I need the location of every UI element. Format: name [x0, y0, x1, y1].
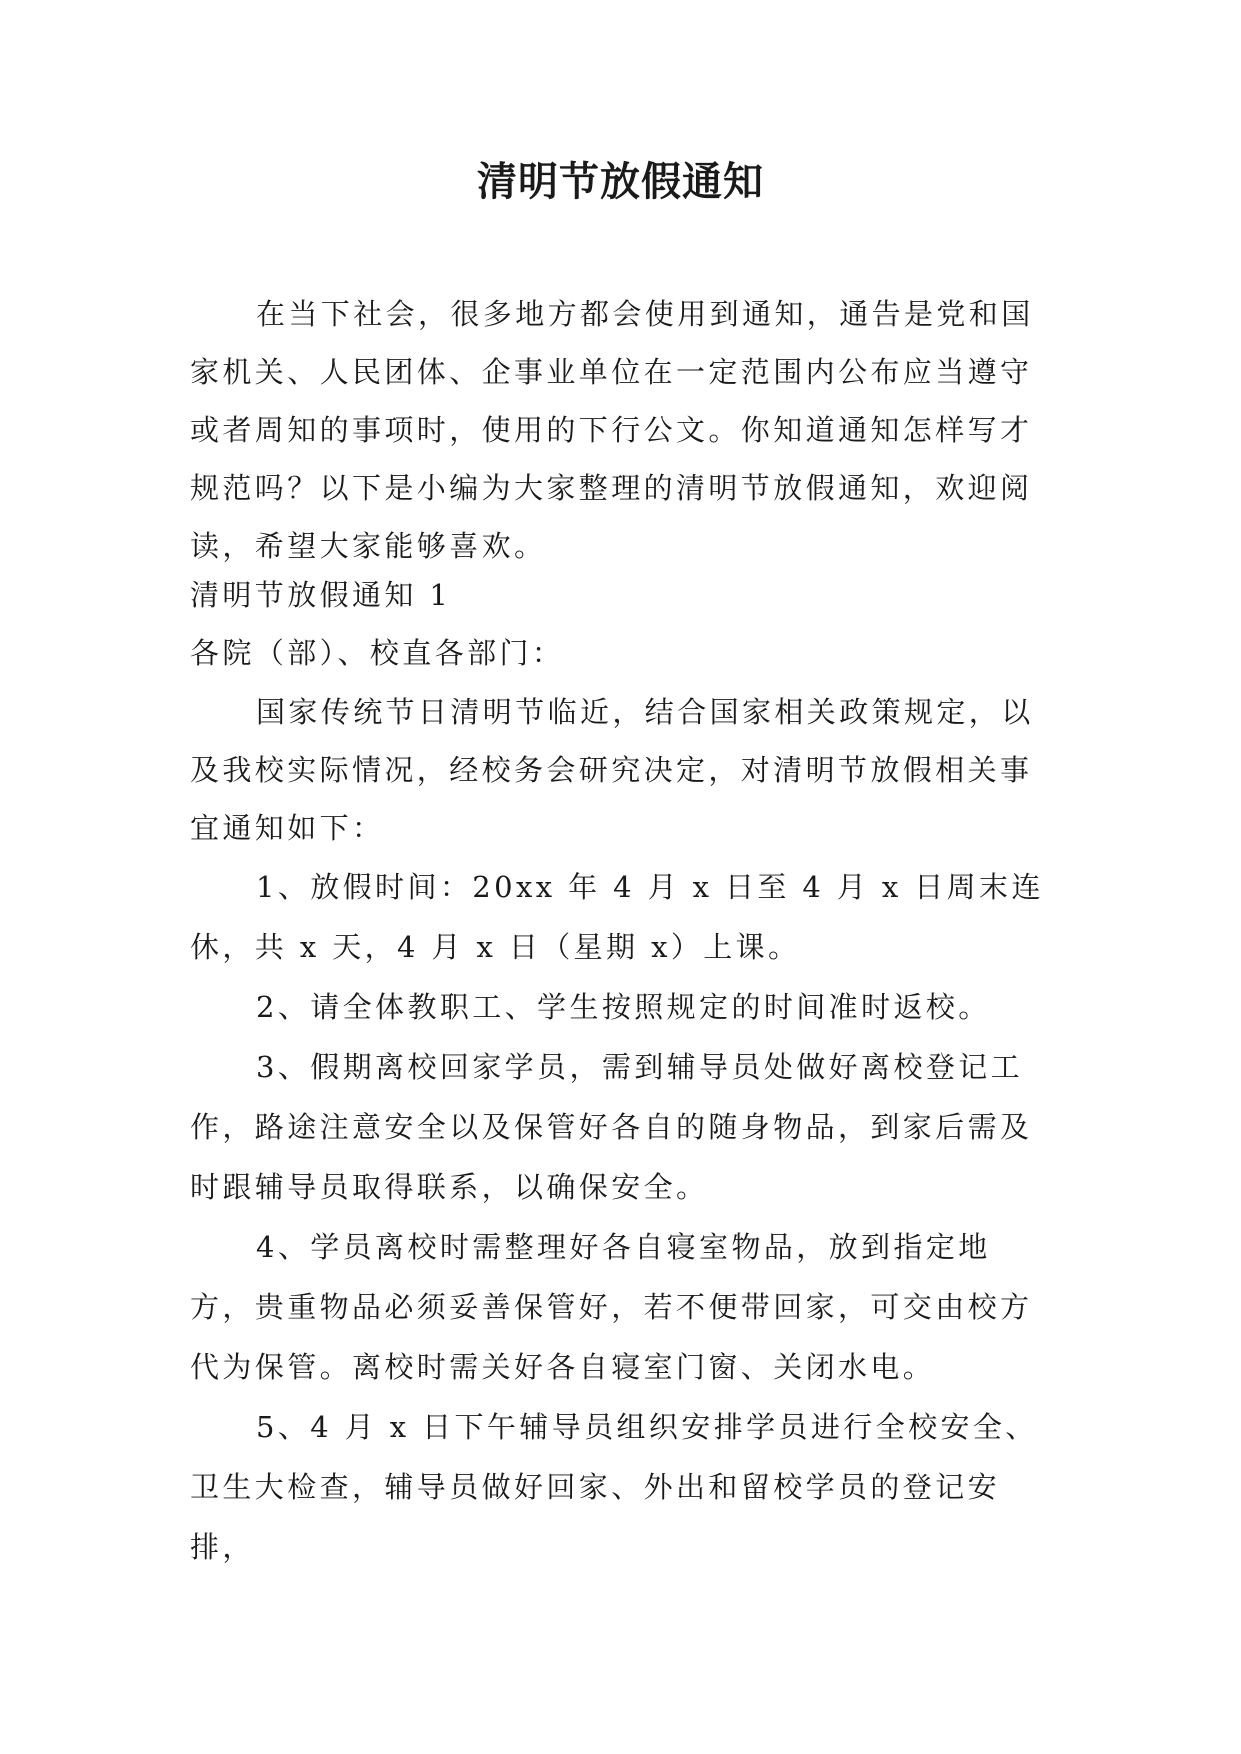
notice-body [190, 683, 1050, 1577]
salutation: 各院（部）、校直各部门： [190, 636, 565, 670]
body-paragraph: 5、4 月 x 日下午辅导员组织安排学员进行全校安全、卫生大检查，辅导员做好回家、外出和留校学员的登记安排， [190, 1410, 1038, 1564]
body-paragraph: 4、学员离校时需整理好各自寝室物品，放到指定地方，贵重物品必须妥善保管好，若不便带回家，可交由校方代为保管。离校时需关好各自寝室门窗、关闭水电。 [190, 1230, 1033, 1384]
intro-paragraph: 在当下社会，很多地方都会使用到通知，通告是党和国家机关、人民团体、企事业单位在一定范围内公布应当遵守或者周知的事项时，使用的下行公文。你知道通知怎样写才规范吗？以下是小编为大家整理的清明节放假通知，欢迎阅读，希望大家能够喜欢。 [190, 297, 1034, 563]
body-paragraph: 2、请全体教职工、学生按照规定的时间准时返校。 [256, 990, 991, 1024]
document-title: 清明节放假通知 [477, 159, 764, 205]
body-paragraph: 国家传统节日清明节临近，结合国家相关政策规定，以及我校实际情况，经校务会研究决定，对清明节放假相关事宜通知如下： [190, 695, 1034, 845]
body-paragraph: 1、放假时间：20xx 年 4 月 x 日至 4 月 x 日周末连休，共 x 天，4 月 x 日（星期 x）上课。 [190, 870, 1044, 964]
body-paragraph: 3、假期离校回家学员，需到辅导员处做好离校登记工作，路途注意安全以及保管好各自的随身物品，到家后需及时跟辅导员取得联系，以确保安全。 [190, 1050, 1033, 1204]
section-heading: 清明节放假通知 1 [190, 578, 452, 612]
